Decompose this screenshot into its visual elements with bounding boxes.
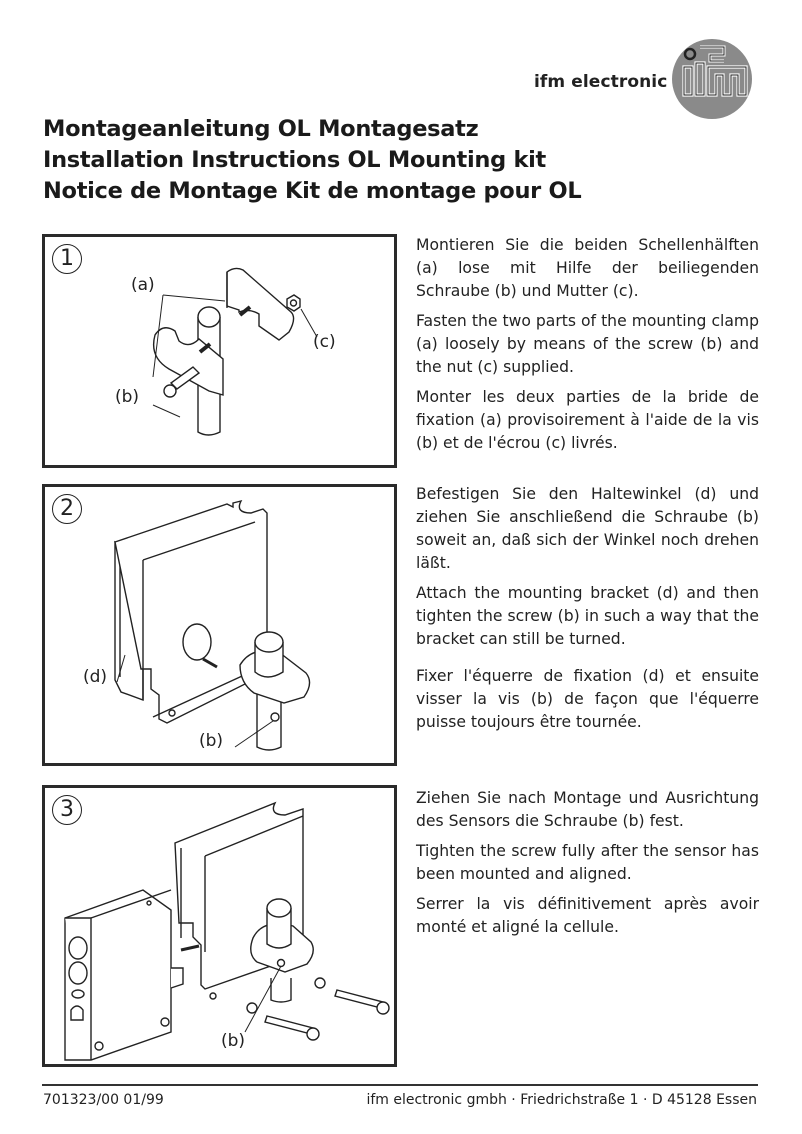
- step-3-instructions: [416, 787, 759, 946]
- footer-divider: [42, 1084, 758, 1086]
- step-3-text-french: Serrer la vis définitivement après avoir monté et aligné la cellule.: [416, 895, 759, 936]
- step-2-text-french: Fixer l'équerre de fixation (d) et ensuite visser la vis (b) de façon que l'équerre puisse toujours être tournée.: [416, 667, 759, 731]
- title-german: Montageanleitung OL Montagesatz: [43, 116, 479, 142]
- callout-b: (b): [199, 731, 224, 751]
- step-3-text-english: Tighten the screw fully after the sensor has been mounted and aligned.: [416, 842, 759, 883]
- step-number-3: 3: [52, 795, 82, 825]
- brand-name: ifm electronic: [534, 72, 668, 92]
- figure-step-2: [42, 484, 397, 766]
- callout-d: (d): [83, 667, 108, 687]
- step-1-instructions: [416, 234, 759, 462]
- step-number-2: 2: [52, 494, 82, 524]
- callout-a: (a): [131, 275, 155, 295]
- ifm-logo: [670, 37, 754, 121]
- page-titles: [43, 114, 581, 207]
- company-address: ifm electronic gmbh · Friedrichstraße 1 · D 45128 Essen: [366, 1092, 757, 1108]
- clamp-assembly-illustration: [45, 237, 394, 465]
- title-english: Installation Instructions OL Mounting kit: [43, 147, 547, 173]
- bracket-attachment-illustration: [45, 487, 394, 763]
- figure-step-3: [42, 785, 397, 1067]
- step-3-text-german: Ziehen Sie nach Montage und Ausrichtung des Sensors die Schraube (b) fest.: [416, 789, 759, 830]
- sensor-mounting-illustration: [45, 788, 394, 1064]
- step-1-text-english: Fasten the two parts of the mounting clamp (a) loosely by means of the screw (b) and the nut (c) supplied.: [416, 312, 759, 376]
- ifm-logo-icon: [670, 37, 754, 121]
- callout-c: (c): [313, 332, 336, 352]
- callout-b: (b): [221, 1031, 246, 1051]
- step-2-text-english: Attach the mounting bracket (d) and then tighten the screw (b) in such a way that the bracket can still be turned.: [416, 584, 759, 648]
- step-1-text-french: Monter les deux parties de la bride de fixation (a) provisoirement à l'aide de la vis (b) et de l'écrou (c) livrés.: [416, 388, 759, 452]
- document-number: 701323/00 01/99: [43, 1092, 164, 1108]
- title-french: Notice de Montage Kit de montage pour OL: [43, 178, 582, 204]
- figure-step-1: [42, 234, 397, 468]
- callout-b: (b): [115, 387, 140, 407]
- step-2-instructions: [416, 483, 759, 741]
- step-2-text-german: Befestigen Sie den Haltewinkel (d) und ziehen Sie anschließend die Schraube (b) soweit an, daß sich der Winkel noch drehen läßt.: [416, 485, 759, 572]
- step-1-text-german: Montieren Sie die beiden Schellenhälften (a) lose mit Hilfe der beiliegenden Schraube (b) und Mutter (c).: [416, 236, 759, 300]
- step-number-1: 1: [52, 244, 82, 274]
